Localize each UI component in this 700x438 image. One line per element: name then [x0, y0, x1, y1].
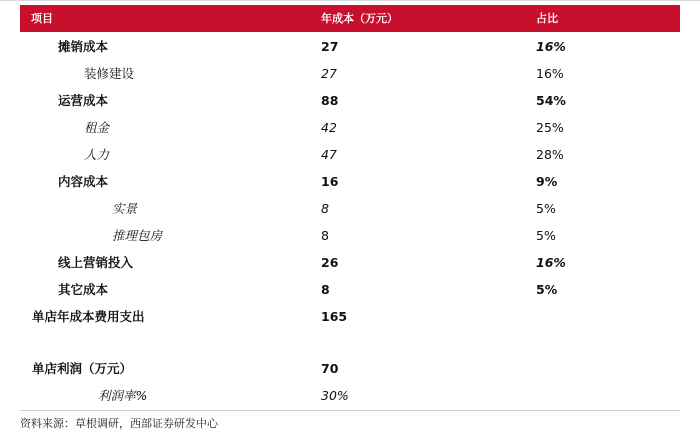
row-share: 28%: [536, 147, 564, 162]
row-cost: 16: [321, 174, 339, 189]
row-item: 其它成本: [58, 282, 109, 297]
row-item: 线上营销投入: [58, 255, 134, 270]
row-item: 实景: [112, 201, 138, 216]
row-share: 5%: [536, 201, 556, 216]
row-share: 25%: [536, 120, 564, 135]
header-item: 项目: [31, 12, 53, 25]
row-cost: 8: [321, 228, 329, 243]
table-row-total: [20, 304, 680, 330]
table-header: [20, 5, 680, 32]
row-item: 摊销成本: [58, 39, 109, 54]
row-item: 租金: [84, 120, 110, 135]
table-row-margin: [20, 383, 680, 409]
table-row: [20, 142, 680, 168]
row-item: 装修建设: [84, 66, 135, 81]
table-row: [20, 115, 680, 141]
bottom-rule: [20, 410, 680, 411]
table-row: [20, 169, 680, 195]
table-row: [20, 250, 680, 276]
row-item: 单店利润（万元）: [32, 361, 133, 376]
row-item: 运营成本: [58, 93, 109, 108]
table-row: [20, 34, 680, 60]
row-item: 推理包房: [112, 228, 163, 243]
row-cost: 8: [321, 282, 330, 297]
table-row: [20, 61, 680, 87]
source-note: 资料来源：草根调研，西部证券研发中心: [20, 417, 218, 430]
table-row-profit: [20, 356, 680, 382]
row-cost: 8: [321, 201, 329, 216]
row-item: 内容成本: [58, 174, 109, 189]
row-share: 16%: [536, 66, 564, 81]
top-rule: [0, 0, 700, 1]
header-annual-cost: 年成本（万元）: [321, 12, 398, 25]
row-cost: 70: [321, 361, 339, 376]
row-item: 利润率%: [98, 388, 148, 403]
row-cost: 165: [321, 309, 348, 324]
row-cost: 47: [321, 147, 337, 162]
row-share: 54%: [536, 93, 566, 108]
row-share: 16%: [536, 255, 566, 270]
row-cost: 30%: [321, 388, 349, 403]
row-cost: 27: [321, 39, 339, 54]
table-row: [20, 196, 680, 222]
row-cost: 88: [321, 93, 339, 108]
row-share: 9%: [536, 174, 558, 189]
table-row: [20, 277, 680, 303]
table-row: [20, 223, 680, 249]
row-cost: 26: [321, 255, 339, 270]
row-share: 5%: [536, 282, 558, 297]
table-row: [20, 88, 680, 114]
row-item: 单店年成本费用支出: [32, 309, 145, 324]
row-cost: 42: [321, 120, 337, 135]
row-share: 5%: [536, 228, 556, 243]
row-share: 16%: [536, 39, 566, 54]
row-cost: 27: [321, 66, 337, 81]
row-item: 人力: [84, 147, 110, 162]
header-share: 占比: [536, 12, 558, 25]
